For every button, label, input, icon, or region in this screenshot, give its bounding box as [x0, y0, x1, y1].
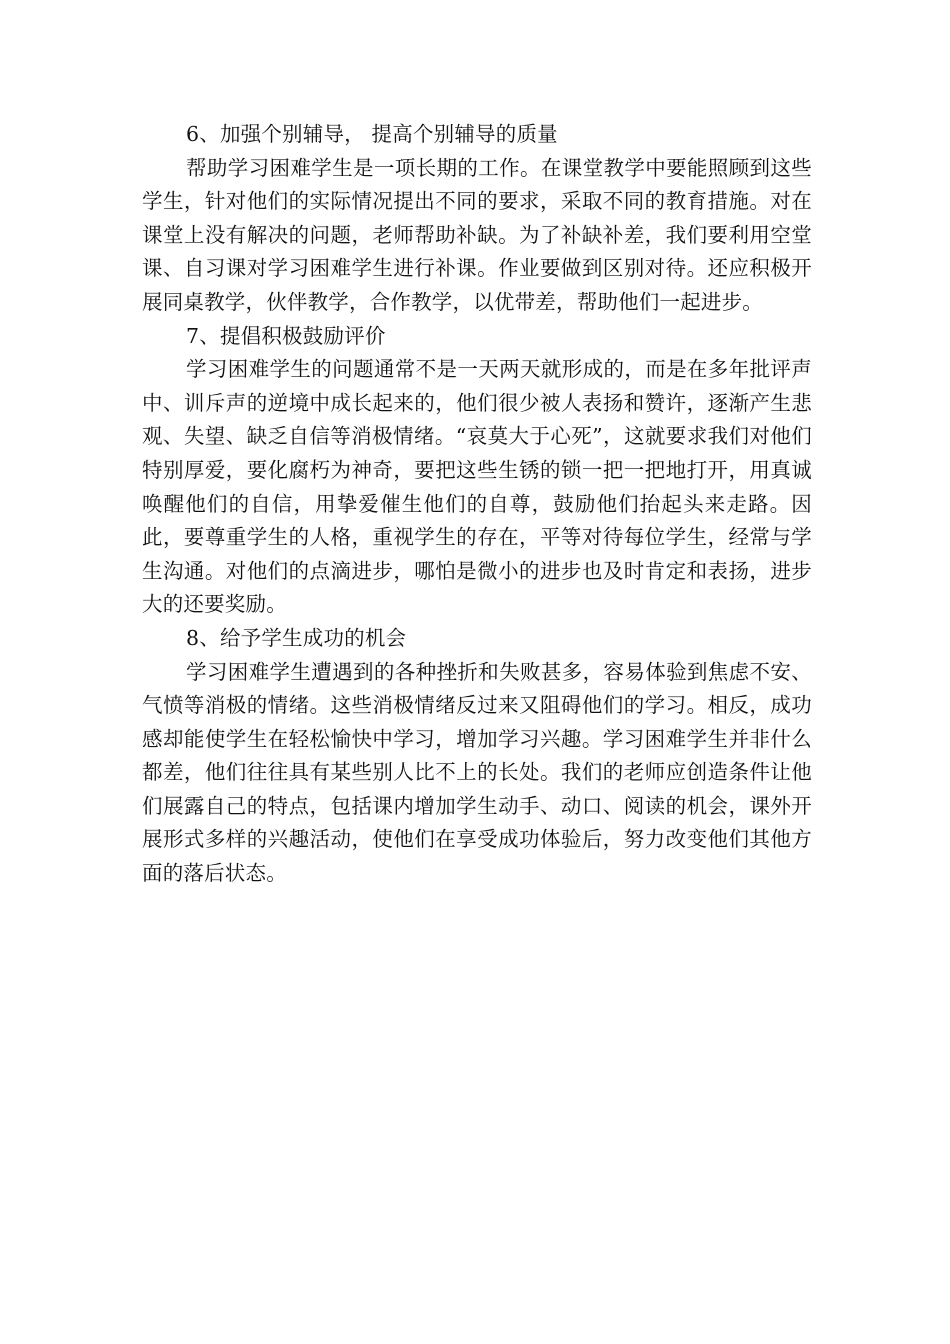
section-paragraph-7: 学习困难学生的问题通常不是一天两天就形成的，而是在多年批评声中、训斥声的逆境中成长起来的，他们很少被人表扬和赞许，逐渐产生悲观、失望、缺乏自信等消极情绪。“哀莫大于心死”，这就要求我们对他们特别厚爱，要化腐朽为神奇，要把这些生锈的锁一把一把地打开，用真诚唤醒他们的自信，用挚爱催生他们的自尊，鼓励他们抬起头来走路。因此，要尊重学生的人格，重视学生的存在，平等对待每位学生，经常与学生沟通。对他们的点滴进步，哪怕是微小的进步也及时肯定和表扬，进步大的还要奖励。: [142, 357, 812, 617]
document-page: [142, 118, 812, 891]
section-paragraph-6: 帮助学习困难学生是一项长期的工作。在课堂教学中要能照顾到这些学生，针对他们的实际情况提出不同的要求，采取不同的教育措施。对在课堂上没有解决的问题，老师帮助补缺。为了补缺补差，我们要利用空堂课、自习课对学习困难学生进行补课。作业要做到区别对待。还应积极开展同桌教学，伙伴教学，合作教学，以优带差，帮助他们一起进步。: [142, 155, 812, 314]
section-heading-7: 7、提倡积极鼓励评价: [186, 323, 386, 348]
section-heading-8: 8、给予学生成功的机会: [186, 625, 407, 650]
section-heading-6: 6、加强个别辅导， 提高个别辅导的质量: [186, 122, 558, 146]
section-paragraph-8: 学习困难学生遭遇到的各种挫折和失败甚多，容易体验到焦虑不安、气愤等消极的情绪。这些消极情绪反过来又阻碍他们的学习。相反，成功感却能使学生在轻松愉快中学习，增加学习兴趣。学习困难学生并非什么都差，他们往往具有某些别人比不上的长处。我们的老师应创造条件让他们展露自己的特点，包括课内增加学生动手、动口、阅读的机会，课外开展形式多样的兴趣活动，使他们在享受成功体验后，努力改变他们其他方面的落后状态。: [142, 659, 812, 886]
